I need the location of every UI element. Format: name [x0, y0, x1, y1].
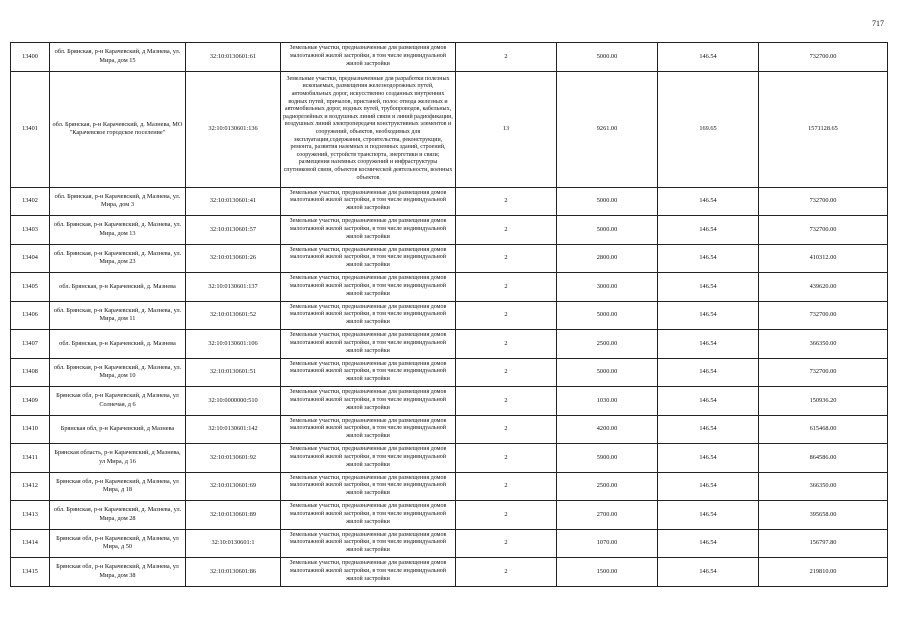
land-use-cell: Земельные участки, предназначенные для размещения домов малоэтажной жилой застройки, в том числе индивидуальной жилой застройки [281, 273, 456, 302]
table-row [11, 501, 888, 530]
specific-value-cell: 146.54 [658, 187, 759, 216]
table-row [11, 187, 888, 216]
cadastral-number-cell: 32:10:0130601:51 [186, 358, 281, 387]
cadastral-value-cell: 366350.00 [759, 330, 888, 359]
row-number-cell: 13411 [11, 444, 50, 473]
land-use-cell: Земельные участки, предназначенные для размещения домов малоэтажной жилой застройки, в том числе индивидуальной жилой застройки [281, 444, 456, 473]
address-cell: Брянская обл, р-н Карачевский, д Мазнева, ул Мира, д 50 [50, 529, 186, 558]
cadastral-number-cell: 32:10:0130601:1 [186, 529, 281, 558]
cadastral-value-cell: 732700.00 [759, 187, 888, 216]
specific-value-cell: 146.54 [658, 444, 759, 473]
cadastral-value-cell: 732700.00 [759, 216, 888, 245]
land-use-cell: Земельные участки, предназначенные для размещения домов малоэтажной жилой застройки, в том числе индивидуальной жилой застройки [281, 43, 456, 72]
area-cell: 2700.00 [557, 501, 658, 530]
area-cell: 5000.00 [557, 358, 658, 387]
land-use-cell: Земельные участки, предназначенные для размещения домов малоэтажной жилой застройки, в том числе индивидуальной жилой застройки [281, 472, 456, 501]
area-cell: 1070.00 [557, 529, 658, 558]
land-use-cell: Земельные участки, предназначенные для размещения домов малоэтажной жилой застройки, в том числе индивидуальной жилой застройки [281, 387, 456, 416]
address-cell: обл. Брянская, р-н Карачевский, д. Мазнева [50, 273, 186, 302]
group-cell: 2 [456, 415, 557, 444]
address-cell: обл. Брянская, р-н Карачевский, д. Мазнева, МО "Карачевское городское поселение" [50, 71, 186, 187]
area-cell: 5000.00 [557, 301, 658, 330]
table-row [11, 43, 888, 72]
land-use-cell: Земельные участки, предназначенные для размещения домов малоэтажной жилой застройки, в том числе индивидуальной жилой застройки [281, 330, 456, 359]
area-cell: 3000.00 [557, 273, 658, 302]
cadastral-number-cell: 32:10:0130601:106 [186, 330, 281, 359]
area-cell: 5000.00 [557, 216, 658, 245]
group-cell: 2 [456, 187, 557, 216]
area-cell: 4200.00 [557, 415, 658, 444]
area-cell: 5000.00 [557, 43, 658, 72]
specific-value-cell: 146.54 [658, 529, 759, 558]
cadastral-value-cell: 732700.00 [759, 43, 888, 72]
row-number-cell: 13413 [11, 501, 50, 530]
specific-value-cell: 146.54 [658, 244, 759, 273]
cadastral-value-cell: 732700.00 [759, 301, 888, 330]
specific-value-cell: 169.65 [658, 71, 759, 187]
land-use-cell: Земельные участки, предназначенные для размещения домов малоэтажной жилой застройки, в том числе индивидуальной жилой застройки [281, 415, 456, 444]
address-cell: Брянская обл, р-н Карачевский, д Мазнева, ул Мира, дом 38 [50, 558, 186, 587]
cadastral-value-cell: 150936.20 [759, 387, 888, 416]
specific-value-cell: 146.54 [658, 387, 759, 416]
group-cell: 2 [456, 273, 557, 302]
group-cell: 2 [456, 387, 557, 416]
row-number-cell: 13415 [11, 558, 50, 587]
area-cell: 1500.00 [557, 558, 658, 587]
row-number-cell: 13401 [11, 71, 50, 187]
cadastral-number-cell: 32:10:0000000:510 [186, 387, 281, 416]
cadastral-value-cell: 439620.00 [759, 273, 888, 302]
table-row [11, 387, 888, 416]
cadastral-number-cell: 32:10:0130601:41 [186, 187, 281, 216]
area-cell: 2500.00 [557, 330, 658, 359]
cadastral-number-cell: 32:10:0130601:57 [186, 216, 281, 245]
cadastral-number-cell: 32:10:0130601:61 [186, 43, 281, 72]
address-cell: обл. Брянская, р-н Карачевский, д. Мазнева, ул. Мира, дом 11 [50, 301, 186, 330]
cadastral-number-cell: 32:10:0130601:26 [186, 244, 281, 273]
cadastral-number-cell: 32:10:0130601:137 [186, 273, 281, 302]
group-cell: 2 [456, 216, 557, 245]
table-row [11, 301, 888, 330]
row-number-cell: 13402 [11, 187, 50, 216]
row-number-cell: 13412 [11, 472, 50, 501]
cadastral-value-cell: 410312.00 [759, 244, 888, 273]
table-row [11, 529, 888, 558]
address-cell: обл. Брянская, р-н Карачевский, д Мазнева, ул. Мира, дом 15 [50, 43, 186, 72]
cadastral-value-cell: 1571128.65 [759, 71, 888, 187]
cadastral-number-cell: 32:10:0130601:92 [186, 444, 281, 473]
group-cell: 2 [456, 501, 557, 530]
specific-value-cell: 146.54 [658, 358, 759, 387]
table-row [11, 358, 888, 387]
land-use-cell: Земельные участки, предназначенные для разработки полезных ископаемых, размещения железнодорожных путей, автомобильных дорог, искусственно созданных внутренних водных путей, причалов, пристаней, полос отвода железных и автомобильных дорог, водных путей, трубопроводов, кабельных, радиорелейных и воздушных линий связи и линий радиофикации, воздушных линий электропередачи конструктивных элементов и сооружений, объектов, необходимых для эксплуатации,содержания, строительства, реконструкции, ремонта, развития наземных и подземных зданий, строений, сооружений, устройств транспорта, энергетики и связи; размещения наземных сооружений и инфраструктуры спутниковой связи, объектов космической деятельности, военных объектов [281, 71, 456, 187]
address-cell: обл. Брянская, р-н Карачевский, д Мазнева, ул. Мира, дом 3 [50, 187, 186, 216]
land-use-cell: Земельные участки, предназначенные для размещения домов малоэтажной жилой застройки, в том числе индивидуальной жилой застройки [281, 187, 456, 216]
row-number-cell: 13407 [11, 330, 50, 359]
cadastral-value-cell: 156797.80 [759, 529, 888, 558]
specific-value-cell: 146.54 [658, 415, 759, 444]
land-use-cell: Земельные участки, предназначенные для размещения домов малоэтажной жилой застройки, в том числе индивидуальной жилой застройки [281, 244, 456, 273]
land-use-cell: Земельные участки, предназначенные для размещения домов малоэтажной жилой застройки, в том числе индивидуальной жилой застройки [281, 301, 456, 330]
row-number-cell: 13414 [11, 529, 50, 558]
address-cell: обл. Брянская, р-н Карачевский, д. Мазнева [50, 330, 186, 359]
group-cell: 2 [456, 529, 557, 558]
specific-value-cell: 146.54 [658, 501, 759, 530]
page-number: 717 [872, 19, 884, 28]
cadastral-number-cell: 32:10:0130601:86 [186, 558, 281, 587]
row-number-cell: 13408 [11, 358, 50, 387]
group-cell: 2 [456, 558, 557, 587]
specific-value-cell: 146.54 [658, 472, 759, 501]
address-cell: обл. Брянская, р-н Карачевский, д. Мазнева, ул. Мира, дом 28 [50, 501, 186, 530]
specific-value-cell: 146.54 [658, 216, 759, 245]
land-use-cell: Земельные участки, предназначенные для размещения домов малоэтажной жилой застройки, в том числе индивидуальной жилой застройки [281, 358, 456, 387]
table-row [11, 330, 888, 359]
row-number-cell: 13406 [11, 301, 50, 330]
area-cell: 2800.00 [557, 244, 658, 273]
address-cell: Брянская обл, р-н Карачевский, д Мазнева, ул Солнечая, д 6 [50, 387, 186, 416]
cadastral-value-cell: 395658.00 [759, 501, 888, 530]
area-cell: 9261.00 [557, 71, 658, 187]
cadastral-number-cell: 32:10:0130601:142 [186, 415, 281, 444]
group-cell: 13 [456, 71, 557, 187]
land-use-cell: Земельные участки, предназначенные для размещения домов малоэтажной жилой застройки, в том числе индивидуальной жилой застройки [281, 558, 456, 587]
address-cell: обл. Брянская, р-н Карачевский, д. Мазнева, ул. Мира, дом 10 [50, 358, 186, 387]
group-cell: 2 [456, 472, 557, 501]
table-row [11, 558, 888, 587]
address-cell: Брянская область, р-н Карачевский, д Мазнева, ул Мира, д 16 [50, 444, 186, 473]
specific-value-cell: 146.54 [658, 330, 759, 359]
group-cell: 2 [456, 301, 557, 330]
cadastral-value-cell: 615468.00 [759, 415, 888, 444]
row-number-cell: 13409 [11, 387, 50, 416]
specific-value-cell: 146.54 [658, 558, 759, 587]
land-use-cell: Земельные участки, предназначенные для размещения домов малоэтажной жилой застройки, в том числе индивидуальной жилой застройки [281, 529, 456, 558]
cadastral-number-cell: 32:10:0130601:69 [186, 472, 281, 501]
specific-value-cell: 146.54 [658, 273, 759, 302]
group-cell: 2 [456, 330, 557, 359]
group-cell: 2 [456, 358, 557, 387]
row-number-cell: 13400 [11, 43, 50, 72]
group-cell: 2 [456, 43, 557, 72]
table-row [11, 472, 888, 501]
cadastral-value-cell: 366350.00 [759, 472, 888, 501]
address-cell: Брянская обл, р-н Карачевский, д Мазнева, ул Мира, д 18 [50, 472, 186, 501]
table-row [11, 216, 888, 245]
row-number-cell: 13404 [11, 244, 50, 273]
table-row [11, 273, 888, 302]
address-cell: Брянская обл, р-н Карачевский, д Мазнева [50, 415, 186, 444]
table-body [11, 43, 888, 587]
specific-value-cell: 146.54 [658, 43, 759, 72]
area-cell: 1030.00 [557, 387, 658, 416]
table-row [11, 444, 888, 473]
area-cell: 2500.00 [557, 472, 658, 501]
address-cell: обл. Брянская, р-н Карачевский, д. Мазнева, ул. Мира, дом 23 [50, 244, 186, 273]
cadastral-number-cell: 32:10:0130601:89 [186, 501, 281, 530]
table-row [11, 244, 888, 273]
cadastral-value-cell: 219810.00 [759, 558, 888, 587]
land-use-cell: Земельные участки, предназначенные для размещения домов малоэтажной жилой застройки, в том числе индивидуальной жилой застройки [281, 501, 456, 530]
area-cell: 5900.00 [557, 444, 658, 473]
row-number-cell: 13410 [11, 415, 50, 444]
cadastral-value-table [10, 42, 888, 587]
cadastral-number-cell: 32:10:0130601:52 [186, 301, 281, 330]
area-cell: 5000.00 [557, 187, 658, 216]
row-number-cell: 13405 [11, 273, 50, 302]
cadastral-value-cell: 732700.00 [759, 358, 888, 387]
specific-value-cell: 146.54 [658, 301, 759, 330]
cadastral-value-cell: 864586.00 [759, 444, 888, 473]
row-number-cell: 13403 [11, 216, 50, 245]
land-use-cell: Земельные участки, предназначенные для размещения домов малоэтажной жилой застройки, в том числе индивидуальной жилой застройки [281, 216, 456, 245]
group-cell: 2 [456, 244, 557, 273]
table-row [11, 71, 888, 187]
cadastral-number-cell: 32:10:0130601:136 [186, 71, 281, 187]
group-cell: 2 [456, 444, 557, 473]
address-cell: обл. Брянская, р-н Карачевский, д. Мазнева, ул. Мира, дом 13 [50, 216, 186, 245]
table-row [11, 415, 888, 444]
